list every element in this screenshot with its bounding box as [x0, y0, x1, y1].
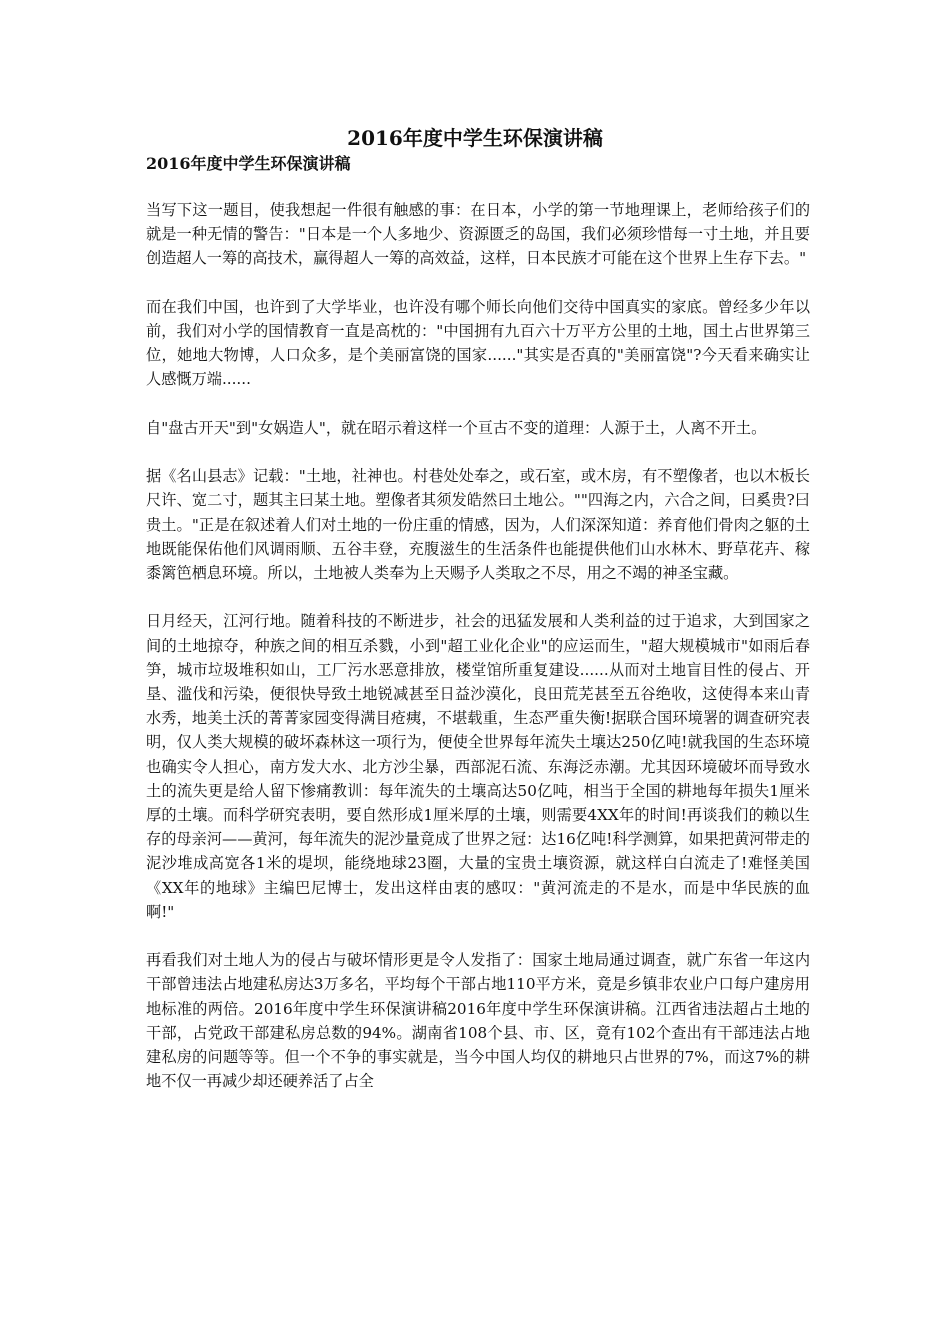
paragraph-4: 据《名山县志》记载："土地，社神也。村巷处处奉之，或石室，或木房，有不塑像者，也以木板长尺许、宽二寸，题其主曰某土地。塑像者其须发皓然曰土地公。""四海之内，六合之间，曰奚贵?曰贵土。"正是在叙述着人们对土地的一份庄重的情感，因为，人们深深知道：养育他们骨肉之躯的土地既能保佑他们风调雨顺、五谷丰登，充腹滋生的生活条件也能提供他们山水林木、野草花卉、稼黍篱笆栖息环境。所以，土地被人类奉为上天赐予人类取之不尽，用之不竭的神圣宝藏。 — [146, 467, 810, 582]
document-body — [146, 198, 810, 1118]
document-subtitle: 2016年度中学生环保演讲稿 — [146, 154, 351, 173]
document-title: 2016年度中学生环保演讲稿 — [347, 126, 603, 150]
paragraph-6: 再看我们对土地人为的侵占与破坏情形更是令人发指了：国家土地局通过调查，就广东省一年这内干部曾违法占地建私房达3万多名，平均每个干部占地110平方米，竟是乡镇非农业户口每户建房用地标准的两倍。2016年度中学生环保演讲稿2016年度中学生环保演讲稿。江西省违法超占土地的干部，占党政干部建私房总数的94%。湖南省108个县、市、区，竟有102个查出有干部违法占地建私房的问题等等。但一个不争的事实就是，当今中国人均仅的耕地只占世界的7%，而这7%的耕地不仅一再减少却还硬养活了占全 — [146, 951, 810, 1091]
paragraph-5: 日月经天，江河行地。随着科技的不断进步，社会的迅猛发展和人类利益的过于追求，大到国家之间的土地掠夺，种族之间的相互杀戮，小到"超工业化企业"的应运而生，"超大规模城市"如雨后春笋，城市垃圾堆积如山，工厂污水恶意排放，楼堂馆所重复建设......从而对土地盲目性的侵占、开垦、滥伐和污染，便很快导致土地锐减甚至日益沙漠化，良田荒芜甚至五谷绝收，这使得本来山青水秀，地美土沃的菁菁家园变得满目疮痍，不堪载重，生态严重失衡!据联合国环境署的调查研究表明，仅人类大规模的破坏森林这一项行为，便使全世界每年流失土壤达250亿吨!就我国的生态环境也确实令人担心，南方发大水、北方沙尘暴，西部泥石流、东海泛赤潮。尤其因环境破坏而导致水土的流失更是给人留下惨痛教训：每年流失的土壤高达50亿吨，相当于全国的耕地每年损失1厘米厚的土壤。而科学研究表明，要自然形成1厘米厚的土壤，则需要4XX年的时间!再谈我们的赖以生存的母亲河——黄河，每年流失的泥沙量竟成了世界之冠：达16亿吨!科学测算，如果把黄河带走的泥沙堆成高宽各1米的堤坝，能绕地球23圈，大量的宝贵土壤资源，就这样白白流走了!难怪美国《XX年的地球》主编巴尼博士，发出这样由衷的感叹："黄河流走的不是水，而是中华民族的血啊!" — [146, 612, 810, 921]
paragraph-1: 当写下这一题目，使我想起一件很有触感的事：在日本，小学的第一节地理课上，老师给孩子们的就是一种无情的警告："日本是一个人多地少、资源匮乏的岛国，我们必须珍惜每一寸土地，并且要创造超人一筹的高技术，赢得超人一筹的高效益，这样，日本民族才可能在这个世界上生存下去。" — [146, 201, 810, 268]
paragraph-3: 自"盘古开天"到"女娲造人"，就在昭示着这样一个亘古不变的道理：人源于土，人离不开土。 — [146, 418, 767, 437]
paragraph-2: 而在我们中国，也许到了大学毕业，也许没有哪个师长向他们交待中国真实的家底。曾经多少年以前，我们对小学的国情教育一直是高枕的："中国拥有九百六十万平方公里的土地，国土占世界第三位，她地大物博，人口众多，是个美丽富饶的国家......"其实是否真的"美丽富饶"?今天看来确实让人感慨万端...... — [146, 297, 810, 389]
